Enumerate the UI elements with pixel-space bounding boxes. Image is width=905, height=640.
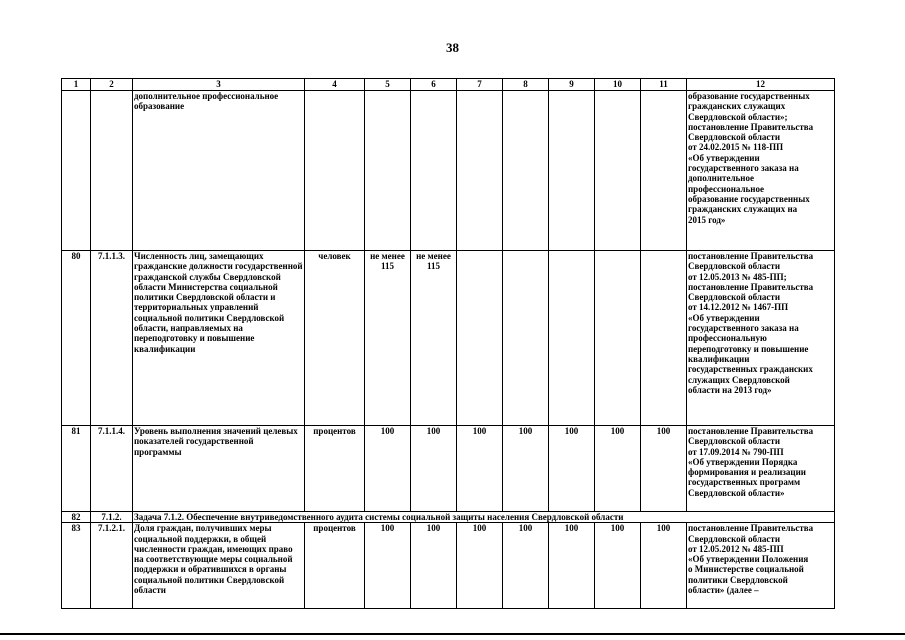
indicator-name: дополнительное профессиональное образование bbox=[133, 91, 305, 251]
header-cell: 9 bbox=[549, 79, 595, 91]
indicator-name: Численность лиц, замещающих гражданские должности государственной гражданской службы Свердловской области Министерства социальной политики Свердловской области и территориальных управлений социальной политики Свердловской области, направляемых на переподготовку и повышение квалификации bbox=[133, 251, 305, 426]
legal-basis: постановление Правительства Свердловской области от 17.09.2014 № 790-ПП «Об утверждении Порядка формирования и реализации государственных программ Свердловской области» bbox=[687, 426, 835, 512]
unit: человек bbox=[305, 251, 365, 426]
legal-basis: постановление Правительства Свердловской области от 12.05.2013 № 485-ПП; постановление Правительства Свердловской области от 14.12.2012 № 1467-ПП «Об утверждении государственного заказа на профессиональную переподготовку и повышение квалификации государственных гражданских служащих Свердловской области на 2013 год» bbox=[687, 251, 835, 426]
page-bottom-rule bbox=[0, 633, 905, 635]
header-cell: 10 bbox=[595, 79, 641, 91]
header-cell: 1 bbox=[62, 79, 91, 91]
value-cell: не менее 115 bbox=[411, 251, 457, 426]
header-cell: 7 bbox=[457, 79, 503, 91]
header-cell: 12 bbox=[687, 79, 835, 91]
value-cell: 100 bbox=[365, 523, 411, 609]
header-cell: 3 bbox=[133, 79, 305, 91]
value-cell: 100 bbox=[549, 523, 595, 609]
value-cell: 100 bbox=[365, 426, 411, 512]
header-cell: 5 bbox=[365, 79, 411, 91]
table-row bbox=[62, 91, 835, 251]
row-code: 7.1.2. bbox=[91, 512, 133, 523]
value-cell: 100 bbox=[595, 426, 641, 512]
row-number: 80 bbox=[62, 251, 91, 426]
header-cell: 6 bbox=[411, 79, 457, 91]
table-row bbox=[62, 426, 835, 512]
header-cell: 4 bbox=[305, 79, 365, 91]
header-cell: 2 bbox=[91, 79, 133, 91]
table-row bbox=[62, 251, 835, 426]
header-row bbox=[62, 79, 835, 91]
value-cell: 100 bbox=[411, 426, 457, 512]
page-number: 38 bbox=[446, 40, 459, 55]
legal-basis: образование государственных гражданских служащих Свердловской области»; постановление Правительства Свердловской области от 24.02.2015 № 118-ПП «Об утверждении государственного заказа на дополнительное профессиональное образование государственных гражданских служащих на 2015 год» bbox=[687, 91, 835, 251]
indicator-name: Уровень выполнения значений целевых показателей государственной программы bbox=[133, 426, 305, 512]
row-code: 7.1.2.1. bbox=[91, 523, 133, 609]
indicators-table bbox=[61, 78, 835, 609]
unit: процентов bbox=[305, 426, 365, 512]
value-cell: 100 bbox=[641, 426, 687, 512]
value-cell: 100 bbox=[595, 523, 641, 609]
row-number: 82 bbox=[62, 512, 91, 523]
header-cell: 8 bbox=[503, 79, 549, 91]
value-cell: 100 bbox=[503, 426, 549, 512]
row-code: 7.1.1.4. bbox=[91, 426, 133, 512]
row-number: 81 bbox=[62, 426, 91, 512]
value-cell: 100 bbox=[457, 523, 503, 609]
value-cell: не менее 115 bbox=[365, 251, 411, 426]
task-heading: Задача 7.1.2. Обеспечение внутриведомственного аудита системы социальной защиты населения Свердловской области bbox=[133, 512, 835, 523]
legal-basis: постановление Правительства Свердловской области от 12.05.2012 № 485-ПП «Об утверждении Положения о Министерстве социальной политики Свердловской области» (далее – bbox=[687, 523, 835, 609]
row-number: 83 bbox=[62, 523, 91, 609]
value-cell: 100 bbox=[457, 426, 503, 512]
value-cell: 100 bbox=[503, 523, 549, 609]
row-code: 7.1.1.3. bbox=[91, 251, 133, 426]
value-cell: 100 bbox=[641, 523, 687, 609]
table-row bbox=[62, 512, 835, 523]
indicator-name: Доля граждан, получивших меры социальной поддержки, в общей численности граждан, имеющих право на соответствующие меры социальной поддержки и обратившихся в органы социальной политики Свердловской области bbox=[133, 523, 305, 609]
table-row bbox=[62, 523, 835, 609]
value-cell: 100 bbox=[411, 523, 457, 609]
unit: процентов bbox=[305, 523, 365, 609]
value-cell: 100 bbox=[549, 426, 595, 512]
header-cell: 11 bbox=[641, 79, 687, 91]
